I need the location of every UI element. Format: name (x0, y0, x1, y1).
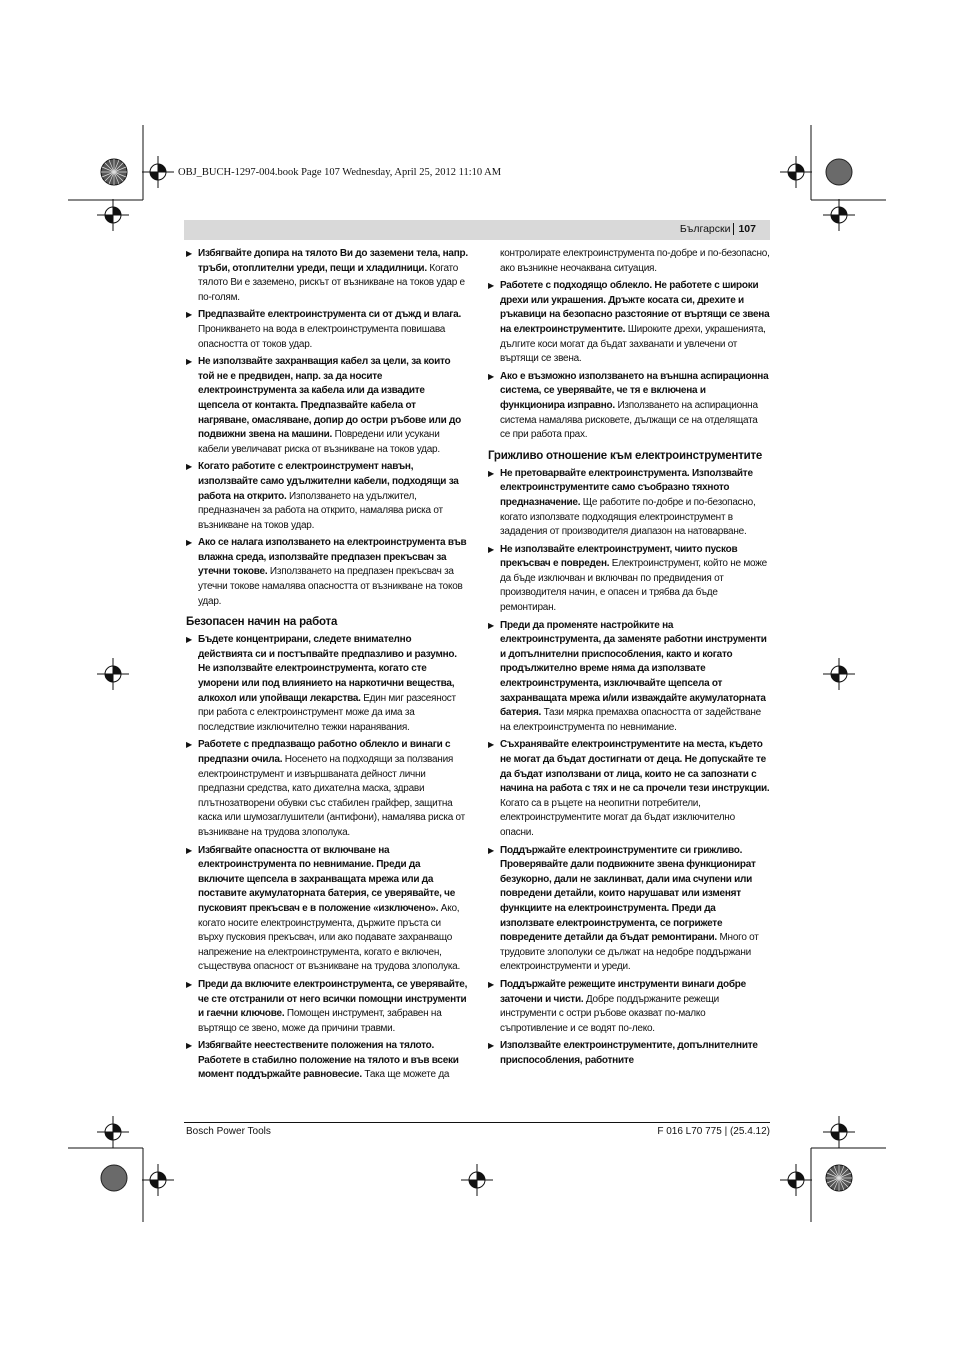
bullet-arrow-icon: ▶ (186, 357, 192, 367)
list-item (186, 355, 468, 457)
list-item (186, 633, 468, 735)
bullet-arrow-icon: ▶ (488, 740, 494, 750)
print-info: OBJ_BUCH-1297-004.book Page 107 Wednesday, April 25, 2012 11:10 AM (178, 167, 502, 178)
list-item (186, 308, 468, 352)
bullet-arrow-icon: ▶ (488, 371, 494, 381)
bullet-arrow-icon: ▶ (186, 310, 192, 320)
bullet-arrow-icon: ▶ (186, 1041, 192, 1051)
item-bold-text: Не използвайте захранващия кабел за цели, за които той не е предвиден, напр. за да носите електроинструмента за кабела или да извадите щепсела от контакта. Предпазвайте кабела от нагряване, омасляване, допир до остри ръбове или до подвижни звена на машини. (198, 356, 462, 441)
item-bold-text: Преди да включите електроинструмента, се уверявайте, че сте отстранили от него всички помощни инструменти и гаечни ключове. (198, 978, 468, 1020)
list-item (488, 844, 770, 975)
bullet-arrow-icon: ▶ (488, 620, 494, 630)
item-bold-text: Избягвайте допира на тялото Ви до заземени тела, напр. тръби, отоплителни уреди, пещи и хладилници. (198, 248, 468, 274)
section-heading-safe-work: Безопасен начин на работа (186, 616, 338, 629)
item-text: Когато тялото Ви е заземено, рискът от възникване на токов удар е по-голям. (198, 262, 465, 303)
bullet-arrow-icon: ▶ (488, 544, 494, 554)
item-bold-text: Поддържайте електроинструментите си грижливо. Проверявайте дали подвижните звена функционират безукорно, дали не заклинват, дали има счупени или повредени детайли, които нарушават или изменят функциите на електроинструмента. Преди да използвате електроинструмента, се погрижете повредените детайли да бъдат ремонтирани. (500, 844, 756, 944)
item-text: Използването на аспирационна система намалява рисковете, дължащи се на отделящата се при работа прах. (500, 399, 758, 441)
item-bold-text: Избягвайте неестествените положения на тялото. Работете в стабилно положение на тялото и във всеки момент поддържайте равновесие. (198, 1040, 459, 1081)
footer-code: F 016 L70 775 | (25.4.12) (657, 1126, 770, 1137)
item-bold-text: Не използвайте електроинструмент, чиито пусков прекъсвач е повреден. (500, 543, 738, 570)
item-bold-text: Ако е възможно използването на външна аспирационна система, се уверявайте, че тя е включена и функционира изправно. (500, 370, 769, 411)
header-text (680, 223, 756, 235)
list-item (186, 978, 468, 1036)
bullet-arrow-icon: ▶ (186, 538, 192, 548)
footer-brand: Bosch Power Tools (186, 1126, 271, 1137)
item-text: Използването на удължител, предназначен за работа на открито, намалява риска от възникване на токов удар. (198, 490, 443, 531)
left-items (186, 247, 468, 609)
item-text: Един миг разсеяност при работа с електроинструмент може да има за последствие изключително тежки наранявания. (198, 692, 456, 733)
list-item (186, 536, 468, 609)
list-item (186, 460, 468, 533)
page-number: 107 (733, 223, 756, 235)
bullet-arrow-icon: ▶ (488, 1041, 494, 1051)
bullet-arrow-icon: ▶ (186, 249, 192, 258)
bullet-arrow-icon: ▶ (488, 979, 494, 989)
header-language: Български (679, 223, 731, 235)
item-text: Така ще можете да (361, 1069, 450, 1081)
list-item (488, 738, 770, 840)
list-item (488, 1039, 770, 1068)
list-item (186, 738, 468, 840)
list-item (488, 978, 770, 1036)
bullet-arrow-icon: ▶ (186, 979, 192, 989)
left-section-items (186, 633, 468, 1083)
list-item (488, 370, 770, 443)
right-column (488, 247, 770, 1071)
item-text: Ще работите по-добре и по-безопасно, когато използвате подходящия електроинструмент в зададения от производителя диапазон на натоварване. (500, 496, 756, 538)
list-item (186, 844, 468, 975)
item-bold-text: Предпазвайте електроинструмента си от дъжд и влага. (198, 309, 461, 321)
item-text: Електроинструмент, който не може да бъде изключван и включван по предвидения от производителя начин, е опасен и трябва да бъде ремонтиран. (500, 558, 767, 614)
item-text: Много от трудовите злополуки се дължат на недобре поддържани електроинструменти и уреди. (500, 932, 759, 973)
item-bold-text: Съхранявайте електроинструментите на места, където не могат да бъдат достигнати от деца. Не допускайте те да бъдат използвани от лица, които не са запознати с начина на работа с тях и не са прочели тези инструкции. (500, 739, 770, 795)
item-bold-text: Ако се налага използването на електроинструмента във влажна среда, използвайте предпазен прекъсвач за утечни токове. (198, 537, 467, 578)
item-bold-text: Използвайте електроинструментите, допълнителните приспособления, работните (500, 1040, 758, 1066)
item-bold-text: Работете с подходящо облекло. Не работете с широки дрехи или украшения. Дръжте косата си, дрехите и ръкавици на безопасно разстояние от въртящи се звена на електроинструментите. (500, 280, 770, 335)
list-item (488, 279, 770, 367)
item-bold-text: Избягвайте опасността от включване на електроинструмента по невнимание. Преди да включите щепсела в захранващата мрежа или да поставите акумулаторната батерия, се уверявайте, че пусковият прекъсвач е в положение «изключено». (198, 844, 456, 914)
item-bold-text: Не претоварвайте електроинструмента. Използвайте електроинструментите само съобразно тяхното предназначение. (500, 467, 753, 508)
item-text: Повредени или усукани кабели увеличават риска от възникване на токов удар. (198, 429, 440, 455)
item-bold-text: Работете с предпазващо работно облекло и винаги с предпазни очила. (198, 739, 451, 765)
bullet-arrow-icon: ▶ (186, 462, 192, 472)
bullet-arrow-icon: ▶ (488, 468, 494, 478)
item-bold-text: Бъдете концентрирани, следете внимателно действията си и постъпвайте предпазливо и разумно. Не използвайте електроинструмента, когато сте уморени или под влиянието на наркотични вещества, алкохол или упойващи лекарства. (198, 634, 457, 704)
section-heading-tool-care: Грижливо отношение към електроинструментите (488, 449, 763, 462)
list-item (186, 1039, 468, 1083)
right-items (488, 279, 770, 443)
page-header (184, 220, 770, 240)
item-text: Добре поддържаните режещи инструменти с остри ръбове оказват по-малко съпротивление и се водят по-леко. (500, 993, 719, 1034)
list-item (488, 467, 770, 540)
continuation-text: контролирате електроинструмента по-добре и по-безопасно, ако възникне неочаквана ситуация. (500, 248, 770, 274)
item-text: Проникването на вода в електроинструмента повишава опасността от токов удар. (198, 323, 446, 350)
item-text: Помощен инструмент, забравен на въртящо се звено, може да причини травми. (198, 1008, 442, 1034)
item-text: Когато са в ръцете на неопитни потребители, електроинструментите могат да бъдат изключително опасни. (500, 797, 735, 838)
list-item (488, 543, 770, 616)
item-text: Ако, когато носите електроинструмента, държите пръста си върху пусковия прекъсвач, или ако подавате захранващо напрежение на електроинструмента, когато е включен, съществува опасност от възникване на трудова злополука. (198, 902, 460, 973)
bullet-arrow-icon: ▶ (186, 635, 192, 645)
item-text: Тази мярка премахва опасността от задействане на електроинструмента по невнимание. (500, 707, 761, 733)
item-bold-text: Преди да променяте настройките на електроинструмента, да заменяте работни инструменти и допълнителни приспособления, както и когато продължително време няма да използвате електроинструмента, изключвайте щепсела от захранващата мрежа и/или изваждайте акумулаторната батерия. (500, 619, 767, 719)
bullet-arrow-icon: ▶ (186, 845, 192, 855)
item-bold-text: Когато работите с електроинструмент навън, използвайте само удължителни кабели, подходящи за работа на открито. (198, 461, 459, 502)
list-item (186, 247, 468, 305)
item-bold-text: Поддържайте режещите инструменти винаги добре заточени и чисти. (500, 978, 746, 1005)
list-item (488, 619, 770, 736)
item-text: Носенето на подходящи за ползвания електроинструмент и извършваната дейност лични предпазни средства, като дихателна маска, здрави плътнозатворени обувки със стабилен грайфер, защитна каска или шумозаглушители (антифони), намалява риска от възникване на трудова злополука. (198, 754, 465, 838)
bullet-arrow-icon: ▶ (186, 740, 192, 750)
bullet-arrow-icon: ▶ (488, 845, 494, 855)
right-section-items (488, 467, 770, 1069)
footer-rule (184, 1122, 770, 1123)
item-text: Използването на предпазен прекъсвач за утечни токове намалява опасността от възникване на токов удар. (198, 566, 463, 607)
bullet-arrow-icon: ▶ (488, 281, 494, 291)
left-column (186, 247, 468, 1086)
item-text: Широките дрехи, украшенията, дългите коси могат да бъдат захванати и увлечени от въртящи се звена. (500, 323, 766, 365)
